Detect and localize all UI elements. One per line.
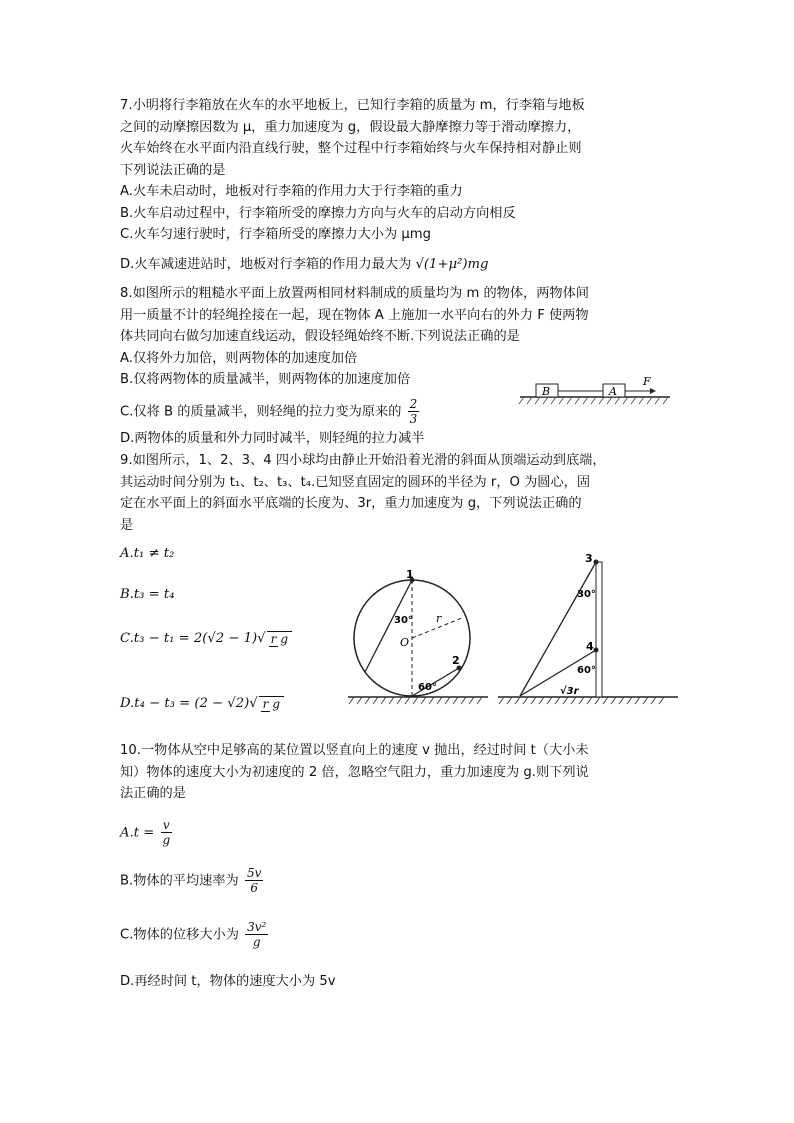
base-length-label: √3r bbox=[560, 686, 579, 697]
fraction-denominator: g bbox=[280, 631, 288, 646]
q8-stem-line: 8.如图所示的粗糙水平面上放置两相同材料制成的质量均为 m 的物体，两物体间 bbox=[120, 286, 589, 301]
q10-option-a-text: A.t = bbox=[120, 825, 155, 841]
q8-option-d: D.两物体的质量和外力同时减半，则轻绳的拉力减半 bbox=[120, 430, 425, 446]
question-10 bbox=[120, 740, 680, 805]
point-3 bbox=[594, 560, 599, 565]
q7-option-d bbox=[120, 254, 680, 276]
q9-option-a-text: A.t₁ ≠ t₂ bbox=[120, 546, 175, 561]
angle-60b-label: 60° bbox=[577, 665, 596, 676]
q8-stem-line: 用一质量不计的轻绳拴接在一起，现在物体 A 上施加一水平向右的外力 F 使两物 bbox=[120, 307, 589, 323]
q10-option-c-text: C.物体的位移大小为 bbox=[120, 927, 239, 943]
q10-option-b-text: B.物体的平均速率为 bbox=[120, 873, 239, 889]
q9-option-d-fraction bbox=[259, 696, 284, 711]
label-r: r bbox=[436, 612, 442, 625]
q7-option-d-math: √(1+μ²)mg bbox=[415, 256, 489, 272]
q10-option-b bbox=[120, 866, 680, 895]
label-2: 2 bbox=[452, 654, 460, 667]
fraction-denominator: 3 bbox=[409, 411, 418, 426]
q9-option-c-text: C.t₃ − t₁ = 2(√2 − 1) bbox=[120, 631, 258, 646]
q7-stem-line: 7.小明将行李箱放在火车的水平地板上，已知行李箱的质量为 m，行李箱与地板 bbox=[120, 98, 585, 113]
q10-stem-line: 10.一物体从空中足够高的某位置以竖直向上的速度 v 抛出，经过时间 t（大小未 bbox=[120, 743, 589, 758]
q8-option-a: A.仅将外力加倍，则两物体的加速度加倍 bbox=[120, 350, 358, 366]
label-1: 1 bbox=[406, 568, 414, 581]
q7-stem-line: 下列说法正确的是 bbox=[120, 162, 226, 178]
q9-option-d: D.t₄ − t₃ = (2 − √2)√ r g bbox=[120, 693, 340, 715]
angle-60-label: 60° bbox=[418, 682, 437, 693]
label-o: O bbox=[400, 636, 410, 649]
q8-stem-line: 体共同向右做匀加速直线运动，假设轻绳始终不断.下列说法正确的是 bbox=[120, 329, 520, 344]
fraction-numerator: 5v bbox=[246, 866, 262, 880]
fraction-denominator: g bbox=[162, 833, 171, 847]
q8-option-c-fraction bbox=[408, 397, 420, 426]
fraction-numerator: r bbox=[262, 696, 269, 711]
label-3: 3 bbox=[585, 552, 593, 565]
fraction-denominator: g bbox=[252, 935, 261, 949]
question-7 bbox=[120, 95, 680, 275]
q8-option-c-text: C.仅将 B 的质量减半，则轻绳的拉力变为原来的 bbox=[120, 404, 402, 419]
fraction-denominator: 6 bbox=[250, 881, 258, 895]
q7-stem-line: 之间的动摩擦因数为 μ，重力加速度为 g，假设最大静摩擦力等于滑动摩擦力， bbox=[120, 119, 581, 135]
fraction-denominator: g bbox=[272, 696, 281, 711]
q9-option-d-text: D.t₄ − t₃ = (2 − √2) bbox=[120, 696, 250, 711]
q7-option-c: C.火车匀速行驶时，行李箱所受的摩擦力大小为 μmg bbox=[120, 227, 431, 242]
q9-option-c-fraction bbox=[267, 631, 292, 646]
block-a-label: A bbox=[609, 385, 617, 398]
q7-option-a: A.火车未启动时，地板对行李箱的作用力大于行李箱的重力 bbox=[120, 184, 463, 199]
vertical-wall bbox=[596, 562, 602, 697]
q10-option-d-text: D.再经时间 t，物体的速度大小为 5v bbox=[120, 974, 336, 989]
q9-option-c: C.t₃ − t₁ = 2(√2 − 1)√ r g bbox=[120, 628, 340, 650]
q9-stem-line: 其运动时间分别为 t₁、t₂、t₃、t₄.已知竖直固定的圆环的半径为 r，O 为圆心，固 bbox=[120, 474, 591, 490]
angle-30b-label: 30° bbox=[577, 589, 596, 600]
q9-stem-line: 定在水平面上的斜面水平底端的长度为、3r，重力加速度为 g，下列说法正确的 bbox=[120, 496, 582, 511]
q10-option-a bbox=[120, 818, 680, 847]
q8-option-b: B.仅将两物体的质量减半，则两物体的加速度加倍 bbox=[120, 372, 411, 387]
q10-option-a-fraction bbox=[160, 818, 172, 847]
fraction-numerator: v bbox=[162, 818, 170, 832]
question-9 bbox=[120, 450, 680, 536]
chord-1 bbox=[365, 580, 412, 672]
force-label: F bbox=[643, 375, 651, 388]
q9-figure bbox=[348, 550, 678, 715]
fraction-numerator: 3v² bbox=[247, 920, 267, 934]
q10-stem-line: 法正确的是 bbox=[120, 786, 186, 801]
q9-option-b-text: B.t₃ = t₄ bbox=[120, 587, 175, 602]
q8-figure bbox=[510, 370, 680, 410]
q7-stem-line: 火车始终在水平面内沿直线行驶，整个过程中行李箱始终与火车保持相对静止则 bbox=[120, 141, 582, 156]
force-arrowhead bbox=[650, 388, 656, 394]
fraction-numerator: r bbox=[270, 631, 277, 646]
q9-option-a bbox=[120, 543, 340, 565]
q7-option-b: B.火车启动过程中，行李箱所受的摩擦力方向与火车的启动方向相反 bbox=[120, 205, 516, 221]
fraction-numerator: 2 bbox=[409, 396, 418, 411]
label-4: 4 bbox=[586, 640, 594, 653]
q10-option-d bbox=[120, 971, 680, 993]
point-4 bbox=[594, 648, 599, 653]
q9-option-b bbox=[120, 584, 340, 606]
q10-option-b-fraction bbox=[245, 866, 263, 895]
q10-stem-line: 知）物体的速度大小为初速度的 2 倍，忽略空气阻力，重力加速度为 g.则下列说 bbox=[120, 764, 589, 780]
q7-option-d-text: D.火车减速进站时，地板对行李箱的作用力最大为 bbox=[120, 256, 412, 272]
question-8 bbox=[120, 283, 680, 449]
q10-option-c-fraction bbox=[245, 920, 268, 949]
q9-stem-line: 9.如图所示，1、2、3、4 四小球均由静止开始沿着光滑的斜面从顶端运动到底端， bbox=[120, 453, 606, 468]
q9-stem-line: 是 bbox=[120, 517, 134, 533]
angle-30-label: 30° bbox=[394, 615, 413, 626]
q10-option-c bbox=[120, 920, 680, 949]
block-b-label: B bbox=[542, 385, 551, 398]
